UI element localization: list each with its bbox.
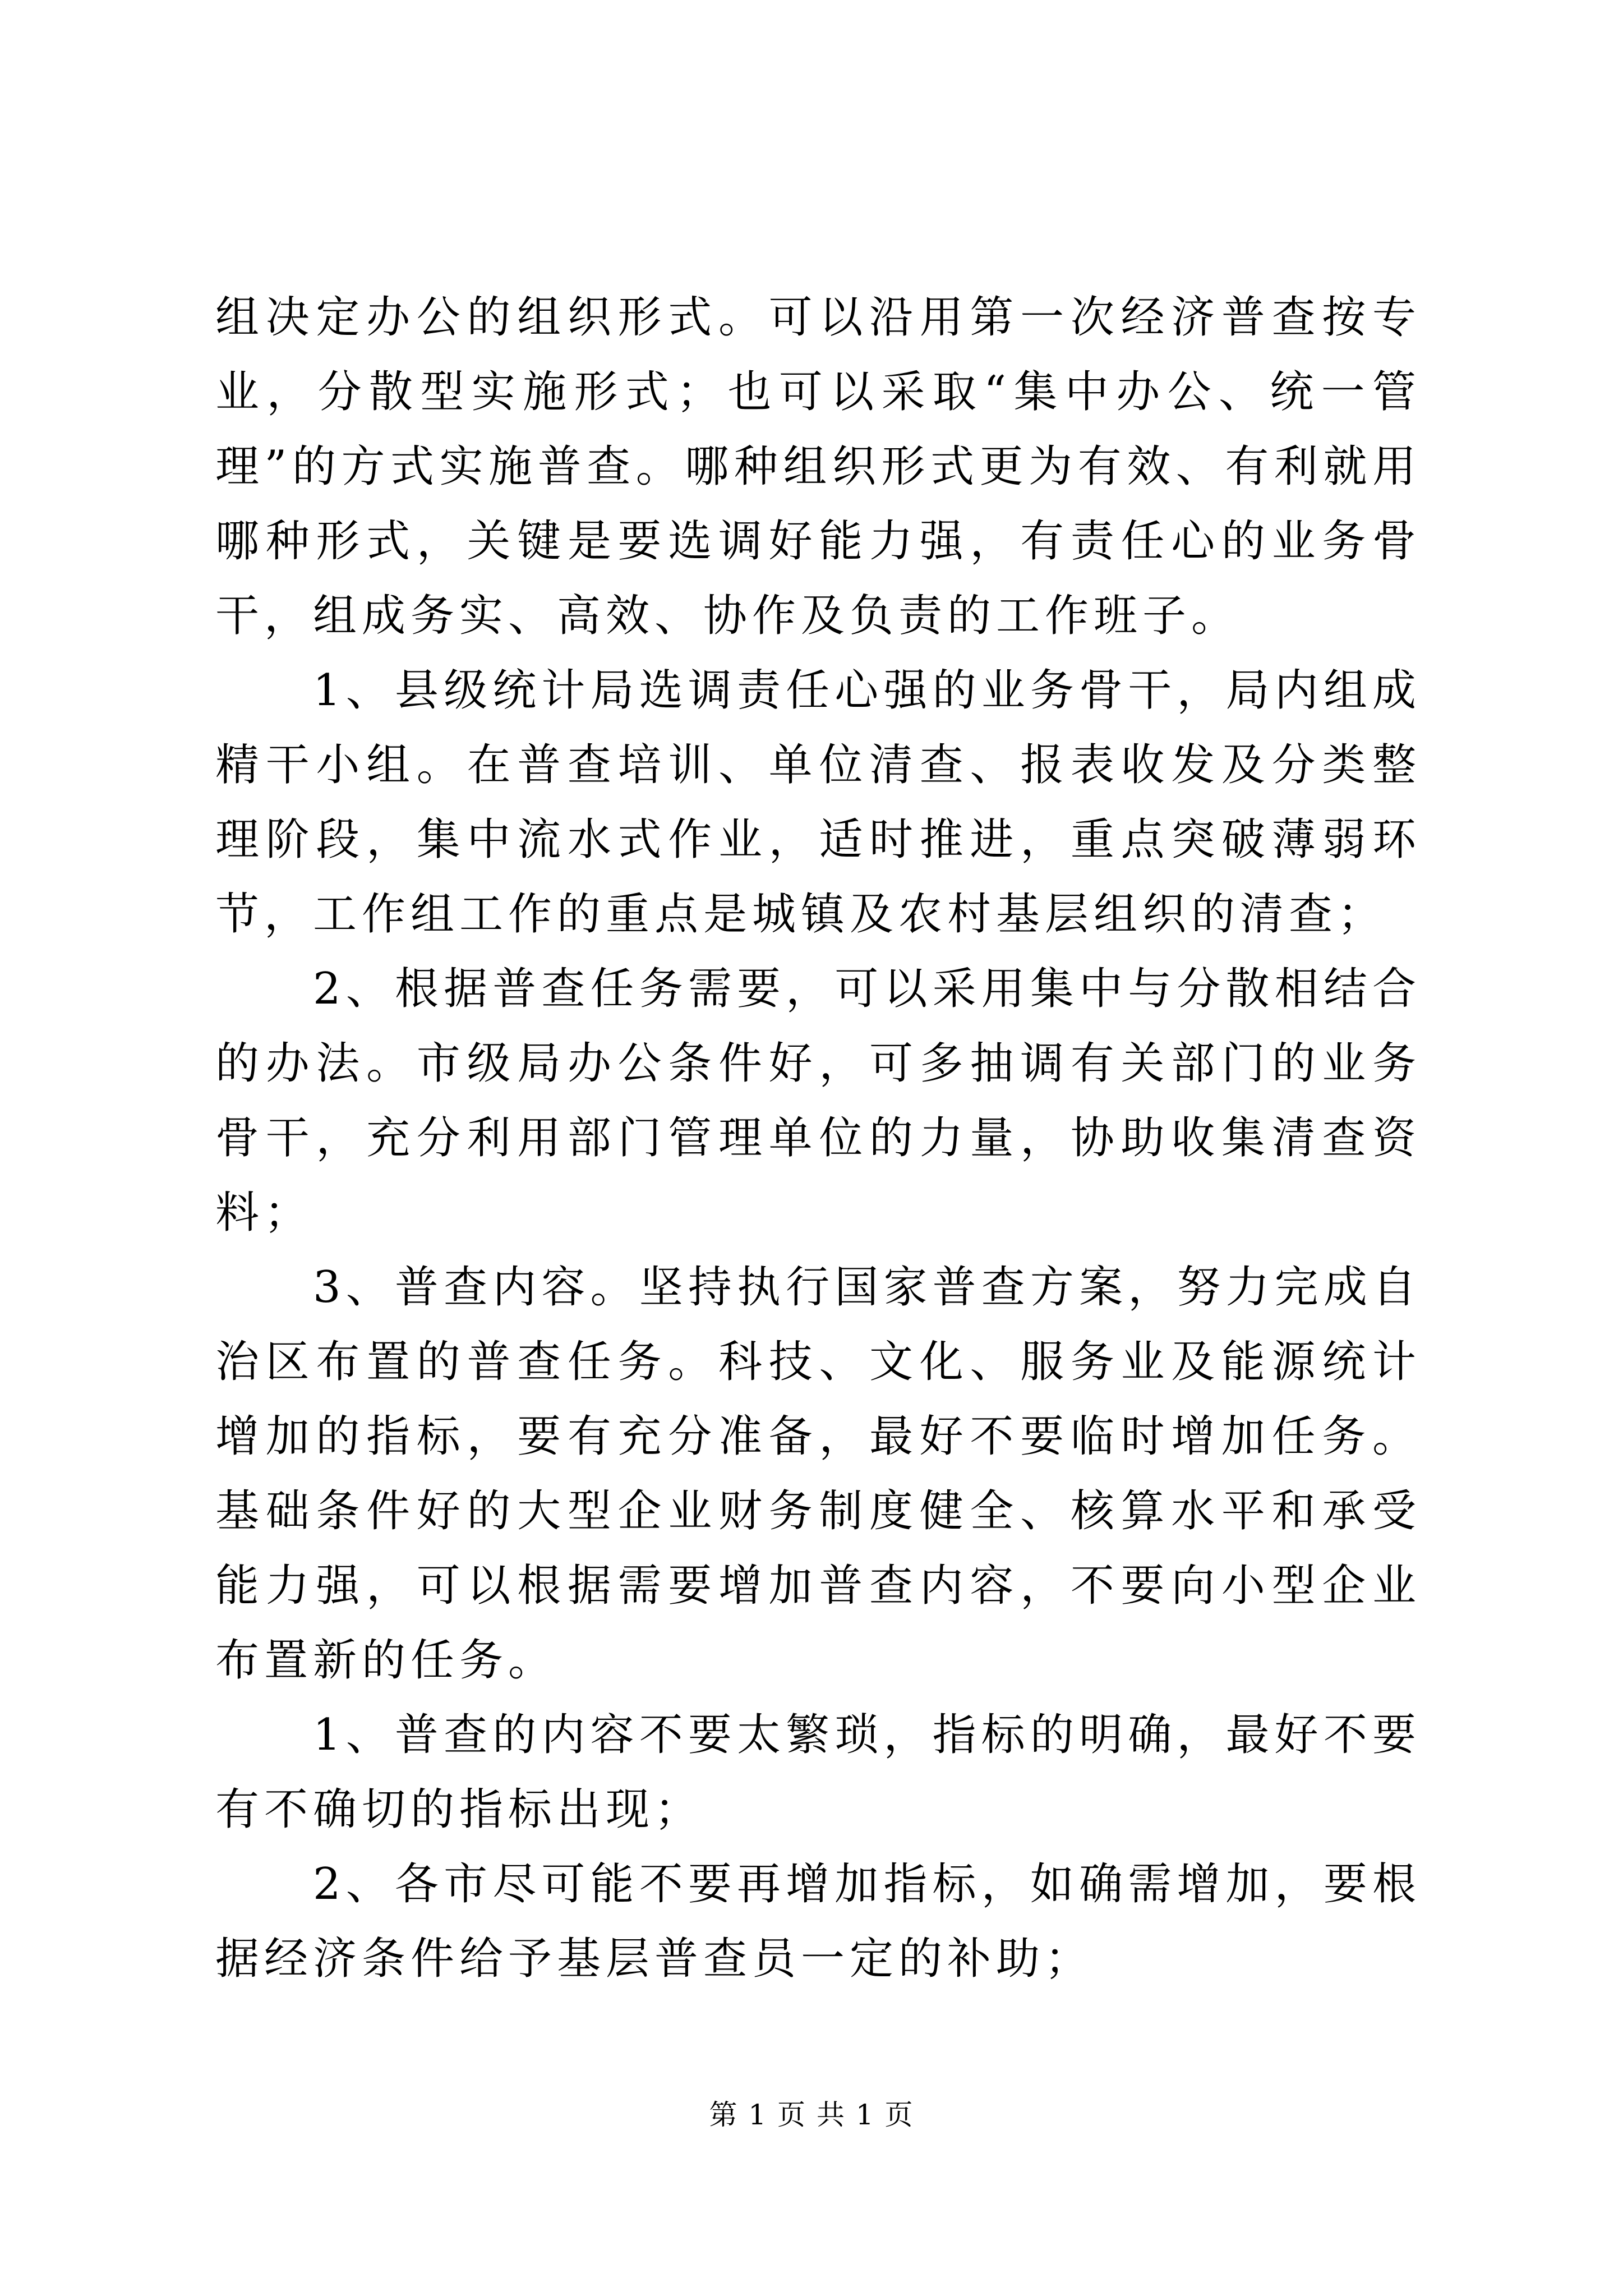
paragraph-2: 1、县级统计局选调责任心强的业务骨干，局内组成精干小组。在普查培训、单位清查、报表收发及分类整理阶段，集中流水式作业，适时推进，重点突破薄弱环节，工作组工作的重点是城镇及农村基层组织的清查；	[215, 665, 1421, 940]
document-body	[215, 280, 1421, 1996]
page-footer: 第 1 页 共 1 页	[709, 2099, 914, 2131]
paragraph-3: 2、根据普查任务需要，可以采用集中与分散相结合的办法。市级局办公条件好，可多抽调有关部门的业务骨干，充分利用部门管理单位的力量，协助收集清查资料；	[215, 964, 1421, 1238]
paragraph-4: 3、普查内容。坚持执行国家普查方案，努力完成自治区布置的普查任务。科技、文化、服务业及能源统计增加的指标，要有充分准备，最好不要临时增加任务。基础条件好的大型企业财务制度健全、核算水平和承受能力强，可以根据需要增加普查内容，不要向小型企业布置新的任务。	[215, 1262, 1421, 1686]
paragraph-1: 组决定办公的组织形式。可以沿用第一次经济普查按专业，分散型实施形式；也可以采取“集中办公、统一管理”的方式实施普查。哪种组织形式更为有效、有利就用哪种形式，关键是要选调好能力强，有责任心的业务骨干，组成务实、高效、协作及负责的工作班子。	[215, 292, 1421, 641]
paragraph-5: 1、普查的内容不要太繁琐，指标的明确，最好不要有不确切的指标出现；	[215, 1710, 1421, 1835]
paragraph-6: 2、各市尽可能不要再增加指标，如确需增加，要根据经济条件给予基层普查员一定的补助；	[215, 1859, 1421, 1984]
